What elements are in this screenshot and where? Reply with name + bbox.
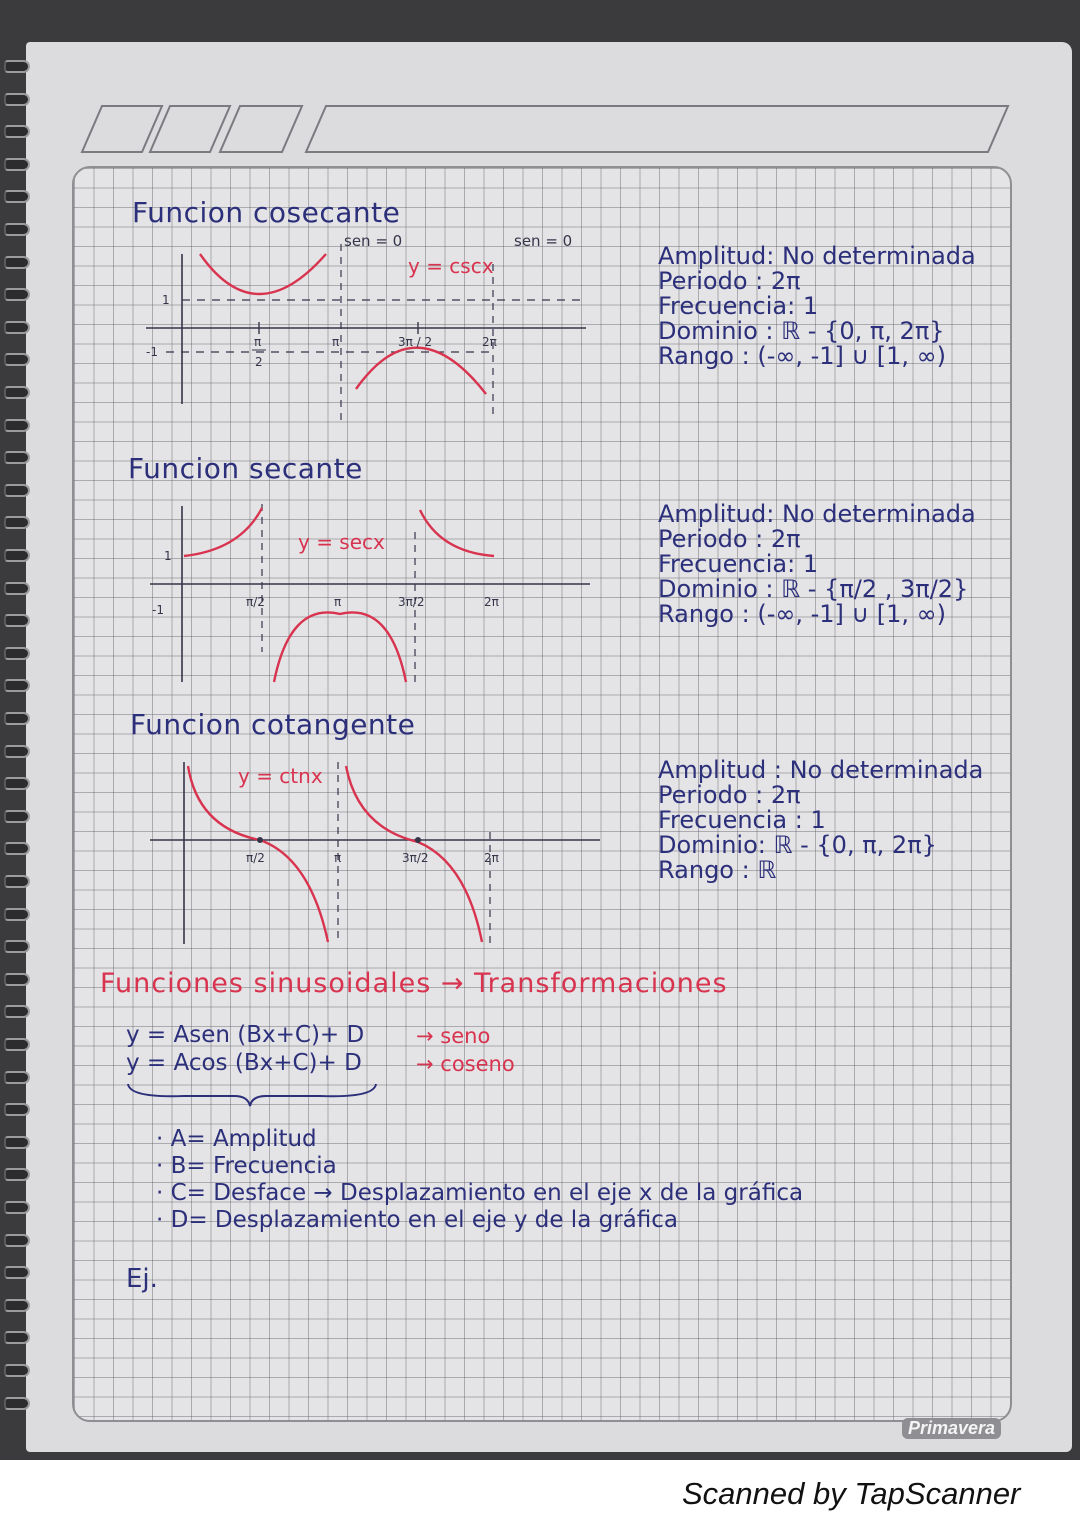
spiral-coil: [4, 1005, 30, 1018]
spiral-coil: [4, 1331, 30, 1344]
spiral-coil: [4, 842, 30, 855]
cosecant-curve-label: y = cscx: [408, 254, 494, 278]
param-c: · C= Desface → Desplazamiento en el eje x de la gráfica: [156, 1180, 804, 1206]
secant-pi: π: [334, 595, 342, 609]
cotangent-pi: π: [334, 851, 342, 865]
cotangent-graph: [150, 758, 610, 948]
spiral-coil: [4, 1397, 30, 1410]
spiral-binding: [0, 60, 30, 1440]
cotangent-curve-label: y = ctnx: [238, 764, 323, 788]
grid-area: [72, 166, 1012, 1422]
spiral-coil: [4, 321, 30, 334]
secant-prop-domain: Dominio : ℝ - {π/2 , 3π/2}: [658, 575, 969, 603]
secant-prop-period: Periodo : 2π: [658, 525, 801, 553]
spiral-coil: [4, 190, 30, 203]
spiral-coil: [4, 451, 30, 464]
spiral-coil: [4, 1234, 30, 1247]
secant-properties: [658, 502, 976, 627]
spiral-coil: [4, 419, 30, 432]
param-a: · A= Amplitud: [156, 1126, 317, 1152]
parameter-list: [156, 1126, 803, 1234]
secant-curve-label: y = secx: [298, 530, 385, 554]
cosecant-pi-half-num: π: [254, 335, 262, 349]
spiral-coil: [4, 516, 30, 529]
spiral-coil: [4, 875, 30, 888]
cotangent-title: Funcion cotangente: [130, 708, 416, 741]
spiral-coil: [4, 940, 30, 953]
cosecant-y-neg: -1: [146, 345, 158, 359]
scanner-watermark: Scanned by TapScanner: [682, 1476, 1021, 1511]
cotangent-prop-domain: Dominio: ℝ - {0, π, 2π}: [658, 831, 937, 859]
spiral-coil: [4, 549, 30, 562]
secant-curve-left: [184, 508, 262, 556]
cosecant-title: Funcion cosecante: [132, 196, 401, 229]
secant-curve-mid: [274, 612, 406, 682]
spiral-coil: [4, 353, 30, 366]
spiral-coil: [4, 582, 30, 595]
spiral-coil: [4, 810, 30, 823]
cosecant-2pi: 2π: [482, 335, 497, 349]
cotangent-prop-frequency: Frecuencia : 1: [658, 806, 826, 834]
formula-cos: y = Acos (Bx+C)+ D: [126, 1050, 362, 1076]
arrow-sin-label: → seno: [416, 1024, 491, 1048]
spiral-coil: [4, 647, 30, 660]
spiral-coil: [4, 745, 30, 758]
secant-prop-frequency: Frecuencia: 1: [658, 550, 819, 578]
spiral-coil: [4, 125, 30, 138]
spiral-coil: [4, 386, 30, 399]
cosecant-annotation-2: sen = 0: [514, 232, 573, 250]
cotangent-prop-range: Rango : ℝ: [658, 856, 777, 884]
spiral-coil: [4, 1038, 30, 1051]
cotangent-prop-amplitude: Amplitud : No determinada: [658, 756, 984, 784]
arrow-cos-label: → coseno: [416, 1052, 515, 1076]
spiral-coil: [4, 1136, 30, 1149]
param-d: · D= Desplazamiento en el eje y de la gráfica: [156, 1207, 678, 1233]
spiral-coil: [4, 1201, 30, 1214]
cosecant-prop-period: Periodo : 2π: [658, 267, 801, 295]
example-label: Ej.: [126, 1264, 158, 1294]
secant-y-neg: -1: [152, 603, 164, 617]
sinusoidal-title: Funciones sinusoidales → Transformaciones: [100, 968, 728, 999]
cosecant-pi: π: [332, 335, 340, 349]
spiral-coil: [4, 1168, 30, 1181]
spiral-coil: [4, 614, 30, 627]
param-b: · B= Frecuencia: [156, 1153, 337, 1179]
cosecant-annotation-1: sen = 0: [344, 232, 403, 250]
secant-3pi-half: 3π/2: [398, 595, 425, 609]
spiral-coil: [4, 1364, 30, 1377]
brand-logo: Primavera: [902, 1418, 1001, 1439]
spiral-coil: [4, 223, 30, 236]
spiral-coil: [4, 158, 30, 171]
spiral-coil: [4, 484, 30, 497]
cosecant-properties: [658, 244, 976, 369]
secant-2pi: 2π: [484, 595, 499, 609]
spiral-coil: [4, 777, 30, 790]
cosecant-3pi-half: 3π / 2: [398, 335, 433, 349]
cosecant-curve-down: [356, 348, 486, 394]
spiral-coil: [4, 679, 30, 692]
cosecant-prop-range: Rango : (-∞, -1] ∪ [1, ∞): [658, 342, 946, 370]
cotangent-2pi: 2π: [484, 851, 499, 865]
spiral-coil: [4, 288, 30, 301]
spiral-coil: [4, 256, 30, 269]
secant-title: Funcion secante: [128, 452, 363, 485]
secant-curve-right: [420, 510, 494, 556]
cotangent-prop-period: Periodo : 2π: [658, 781, 801, 809]
spiral-coil: [4, 60, 30, 73]
cosecant-pi-half-den: 2: [255, 355, 263, 369]
secant-y-pos: 1: [164, 549, 172, 563]
formula-sin: y = Asen (Bx+C)+ D: [126, 1022, 365, 1048]
secant-prop-amplitude: Amplitud: No determinada: [658, 500, 976, 528]
cosecant-y-pos: 1: [162, 293, 170, 307]
cosecant-prop-frequency: Frecuencia: 1: [658, 292, 819, 320]
secant-pi-half: π/2: [246, 595, 265, 609]
cosecant-prop-domain: Dominio : ℝ - {0, π, 2π}: [658, 317, 945, 345]
spiral-coil: [4, 1103, 30, 1116]
cosecant-prop-amplitude: Amplitud: No determinada: [658, 242, 976, 270]
spiral-coil: [4, 93, 30, 106]
spiral-coil: [4, 908, 30, 921]
spiral-coil: [4, 973, 30, 986]
spiral-coil: [4, 1266, 30, 1279]
spiral-coil: [4, 712, 30, 725]
spiral-coil: [4, 1299, 30, 1312]
cosecant-curve-up: [200, 254, 326, 294]
cotangent-3pi-half: 3π/2: [402, 851, 429, 865]
spiral-coil: [4, 1071, 30, 1084]
cotangent-pi-half: π/2: [246, 851, 265, 865]
header-boxes: [80, 104, 1010, 156]
formula-brace: [124, 1080, 384, 1110]
secant-prop-range: Rango : (-∞, -1] ∪ [1, ∞): [658, 600, 946, 628]
cotangent-properties: [658, 758, 983, 883]
cosecant-graph: [146, 234, 606, 426]
